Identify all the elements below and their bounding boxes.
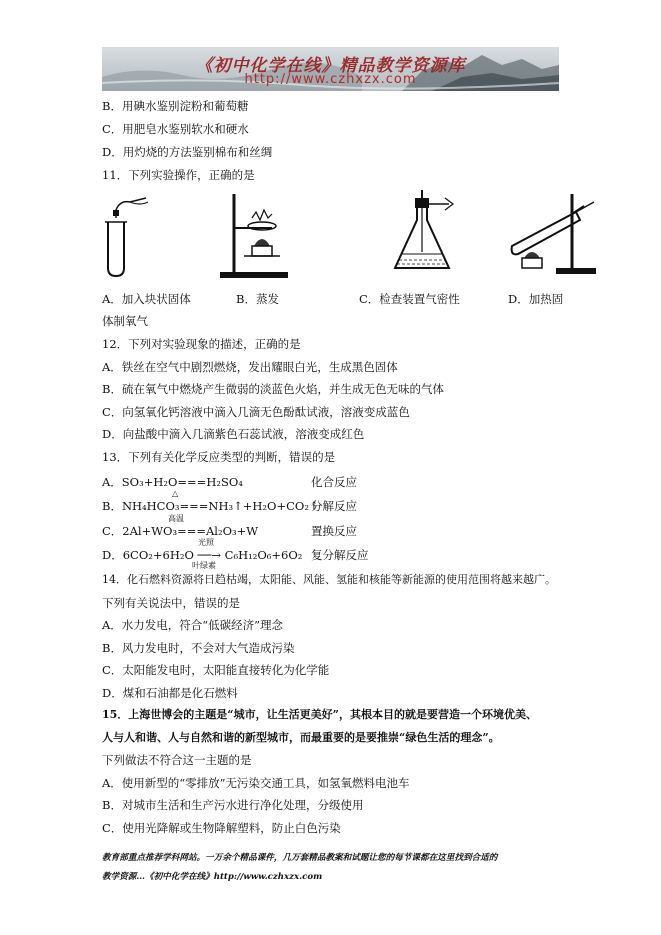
q15-stem-line2: 人与人和谐、人与自然和谐的新型城市，而最重要的是要推崇“绿色生活的理念”。 [102, 731, 500, 744]
footer-line-2: 教学资源…《初中化学在线》http://www.czhxzx.com [102, 872, 323, 882]
q13-condition-c: 高温 [168, 514, 184, 523]
q11-caption-a: A．加入块状固体 [102, 292, 191, 306]
q13-type-a: 化合反应 [311, 475, 357, 489]
q12-option-a: A．铁丝在空气中剧烈燃烧，发出耀眼白光，生成黑色固体 [102, 360, 398, 374]
q12-option-c: C．向氢氧化钙溶液中滴入几滴无色酚酞试液，溶液变成蓝色 [102, 405, 410, 419]
header-banner [102, 47, 559, 91]
q11-caption-b: B．蒸发 [236, 292, 279, 306]
q13-equation-b: B．NH₄HCO₃===NH₃↑+H₂O+CO₂↑ [102, 499, 319, 513]
q13-condition-b: △ [172, 489, 179, 498]
q11-caption-d: D．加热固 [508, 292, 564, 306]
q14-stem: 14．化石燃料资源将日趋枯竭，太阳能、风能、氢能和核能等新能源的使用范围将越来越广。 [102, 573, 556, 586]
q11-stem: 11．下列实验操作，正确的是 [102, 168, 255, 182]
q10-option-b: B．用碘水鉴别淀粉和葡萄糖 [102, 99, 249, 113]
evaporation-figure [214, 188, 294, 284]
q13-condition-d-bottom: 叶绿素 [192, 561, 216, 570]
q14-option-d: D．煤和石油都是化石燃料 [102, 686, 238, 700]
q15-option-c: C．使用光降解或生物降解塑料，防止白色污染 [102, 821, 341, 835]
footer-line-1: 教育部重点推荐学科网站。一万余个精品课件，几万套精品教案和试题让您的每节课都在这里找到合适的 [102, 853, 498, 863]
q14-option-b: B．风力发电时，不会对大气造成污染 [102, 641, 295, 655]
q13-equation-a: A．SO₃+H₂O===H₂SO₄ [102, 475, 243, 489]
q12-stem: 12．下列对实验现象的描述，正确的是 [102, 337, 301, 351]
q10-option-d: D．用灼烧的方法鉴别棉布和丝绸 [102, 145, 273, 159]
test-tube-figure [100, 192, 152, 282]
q15-option-b: B．对城市生活和生产污水进行净化处理，分级使用 [102, 798, 364, 812]
heating-solid-figure [506, 186, 602, 282]
airtightness-figure [385, 186, 465, 282]
q11-caption-d-continued: 体制氧气 [102, 314, 148, 328]
banner-url: http://www.czhxzx.com [244, 72, 417, 87]
q13-equation-c: C．2Al+WO₃===Al₂O₃+W [102, 524, 259, 538]
q14-option-a: A．水力发电，符合“低碳经济”理念 [102, 618, 284, 632]
banner-title: 《初中化学在线》精品教学资源库 [195, 56, 466, 76]
q12-option-b: B．硫在氧气中燃烧产生微弱的淡蓝色火焰，并生成无色无味的气体 [102, 382, 444, 396]
q13-equation-d: D．6CO₂+6H₂O ──→ C₆H₁₂O₆+6O₂ [102, 548, 303, 562]
q13-type-d: 复分解反应 [311, 548, 369, 562]
q15-stem-line3: 下列做法不符合这一主题的是 [102, 753, 252, 767]
q13-type-b: 分解反应 [311, 499, 357, 513]
q13-stem: 13．下列有关化学反应类型的判断，错误的是 [102, 450, 336, 464]
q10-option-c: C．用肥皂水鉴别软水和硬水 [102, 122, 249, 136]
q15-stem: 15．上海世博会的主题是“城市，让生活更美好”，其根本目的就是要营造一个环境优美、 [102, 708, 537, 721]
q12-option-d: D．向盐酸中滴入几滴紫色石蕊试液，溶液变成红色 [102, 427, 365, 441]
q13-type-c: 置换反应 [311, 524, 357, 538]
q15-option-a: A．使用新型的“零排放”无污染交通工具，如氢氧燃料电池车 [102, 776, 410, 790]
q14-option-c: C．太阳能发电时，太阳能直接转化为化学能 [102, 663, 330, 677]
q14-stem-line2: 下列有关说法中，错误的是 [102, 596, 240, 610]
q13-condition-d-top: 光照 [198, 538, 214, 547]
q11-caption-c: C．检查装置气密性 [359, 292, 460, 306]
